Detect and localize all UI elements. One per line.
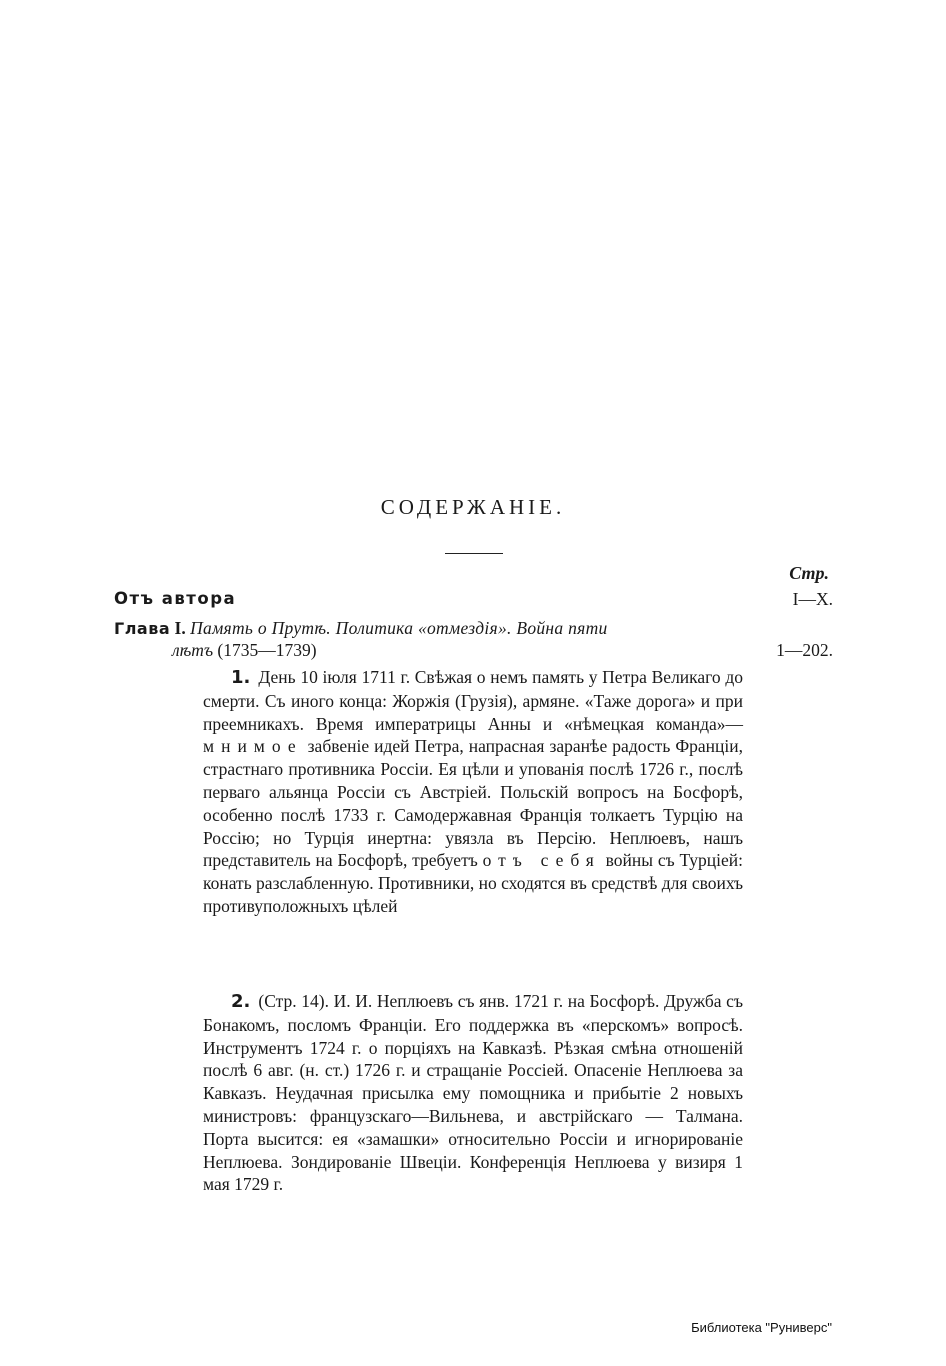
section-text-spaced: мнимое xyxy=(203,736,303,757)
chapter-number: I. xyxy=(174,618,186,638)
section-text: (Стр. 14). И. И. Неплюевъ съ янв. 1721 г. на Босфорѣ. Дружба съ Бонакомъ, посломъ Франціи. Его поддержка въ «перскомъ» вопросѣ. Инструментъ 1724 г. о порціяхъ на Кавказѣ. Рѣзкая смѣна отношеній послѣ 6 авг. (н. ст.) 1726 г. и стращаніе Россіей. Опасеніе Неплюева за Кавказъ. Неудачная присылка ему помощника и прибытіе 2 новыхъ министровъ: французскаго—Вильнева, и австрійскаго — Талмана. Порта высится: ея «замашки» относительно Россіи и игнорированіе Неплюева. Зондированіе Швеціи. Конференція Неплюева у визиря 1 мая 1729 г. xyxy=(203,991,743,1195)
toc-entry-author-pages: I—X. xyxy=(792,589,833,609)
section-number: 2. xyxy=(231,991,251,1012)
section-summary-2 xyxy=(203,990,743,1196)
title-divider xyxy=(445,553,503,554)
chapter-years: (1735—1739) xyxy=(217,640,317,660)
toc-chapter-1-line2 xyxy=(172,640,317,661)
chapter-title-cont: лѣтъ xyxy=(172,640,214,660)
section-text: День 10 іюля 1711 г. Свѣжая о немъ память у Петра Великаго до смерти. Съ иного конца: Жоржія (Грузія), армяне. «Таже дорога» и при преемникахъ. Время императрицы Анны и «нѣмецкая команда»— xyxy=(203,667,743,734)
toc-chapter-1-pages: 1—202. xyxy=(776,640,833,660)
page-title: СОДЕРЖАНІЕ. xyxy=(380,495,566,519)
section-text-spaced-2: отъ себя xyxy=(482,850,601,871)
section-number: 1. xyxy=(231,667,251,688)
section-text-end: войны съ Турціей: конать разслабленную. Противники, но сходятся въ средствѣ для своихъ противуположныхъ цѣлей xyxy=(203,850,743,916)
chapter-label: Глава xyxy=(114,619,171,638)
library-watermark: Библиотека "Руниверс" xyxy=(691,1320,832,1335)
page-column-header: Стр. xyxy=(789,563,829,583)
section-text-cont: забвеніе идей Петра, напрасная заранѣе радость Франціи, страстнаго противника Россіи. Ея цѣли и упованія послѣ 1726 г., послѣ перваго альянца Россіи съ Австріей. Польскій вопросъ на Босфорѣ, особенно послѣ 1733 г. Самодержавная Франція толкаетъ Турцію на Россію; но Турція инертна: увязла въ Персію. Неплюевъ, нашъ представитель на Босфорѣ, требуетъ xyxy=(203,736,743,871)
toc-entry-author[interactable]: Отъ автора xyxy=(114,589,237,608)
toc-chapter-1[interactable] xyxy=(114,618,608,639)
section-summary-1 xyxy=(203,666,743,918)
chapter-title: Память о Прутѣ. Политика «отмездія». Война пяти xyxy=(190,618,608,638)
